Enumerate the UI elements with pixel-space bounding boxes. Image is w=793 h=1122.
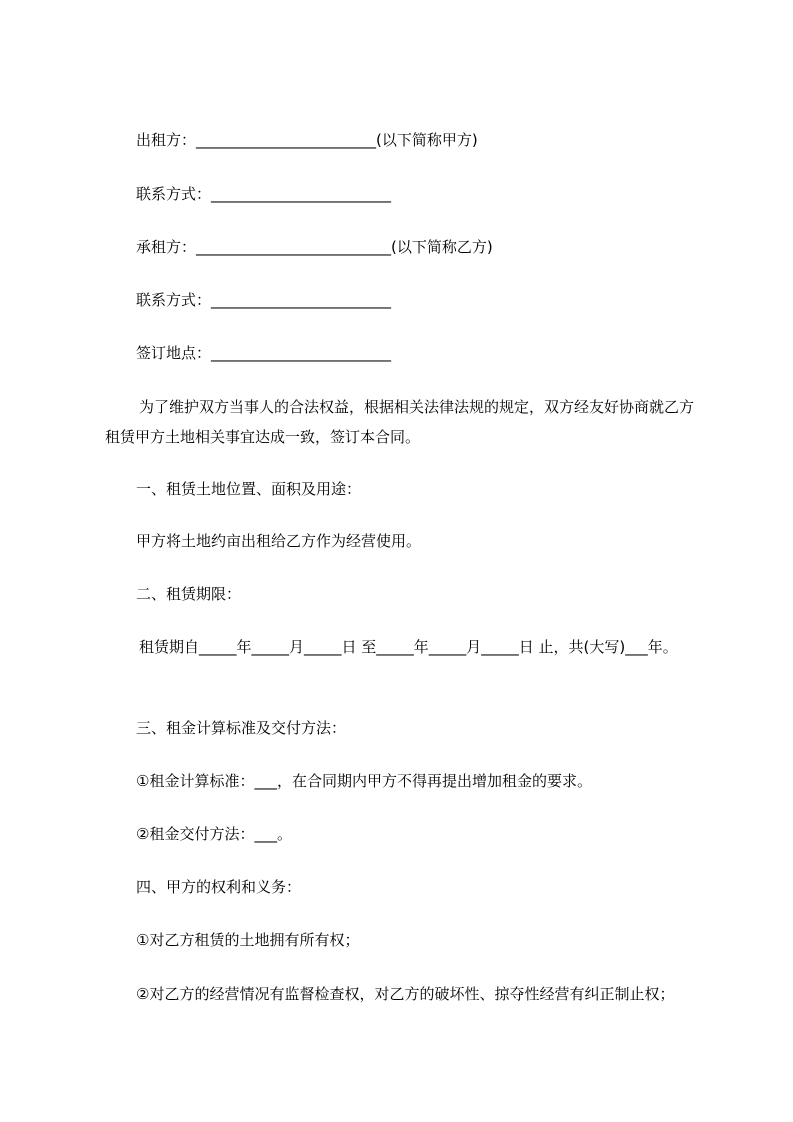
section3-title: 三、租金计算标准及交付方法： <box>136 719 347 737</box>
lessor-contact-line: 联系方式：________________________ <box>136 185 392 203</box>
lessee-contact-line: 联系方式：________________________ <box>136 291 392 309</box>
intro-paragraph: 为了维护双方当事人的合法权益，根据相关法律法规的规定，双方经友好协商就乙方租赁甲方土地相关事宜达成一致，签订本合同。 <box>105 398 695 446</box>
section3-item1: ①租金计算标准：___，在合同期内甲方不得再提出增加租金的要求。 <box>136 772 592 790</box>
section4-item2: ②对乙方的经营情况有监督检查权，对乙方的破坏性、掠夺性经营有纠正制止权； <box>136 985 675 1003</box>
section2-body: 租赁期自_____年_____月_____日 至_____年_____月_____日 止，共(大写)___年。 <box>139 638 678 656</box>
section1-title: 一、租赁土地位置、面积及用途： <box>136 480 362 498</box>
lessee-line: 承租方：__________________________(以下简称乙方) <box>136 238 493 256</box>
section3-item2: ②租金交付方法：___。 <box>136 825 292 843</box>
section1-body: 甲方将土地约亩出租给乙方作为经营使用。 <box>136 532 422 550</box>
signing-place-line: 签订地点：________________________ <box>136 344 392 362</box>
section4-title: 四、甲方的权利和义务： <box>136 878 302 896</box>
section2-title: 二、租赁期限： <box>136 585 242 603</box>
section4-item1: ①对乙方租赁的土地拥有所有权； <box>136 931 360 949</box>
lessor-line: 出租方：________________________(以下简称甲方) <box>136 131 478 149</box>
